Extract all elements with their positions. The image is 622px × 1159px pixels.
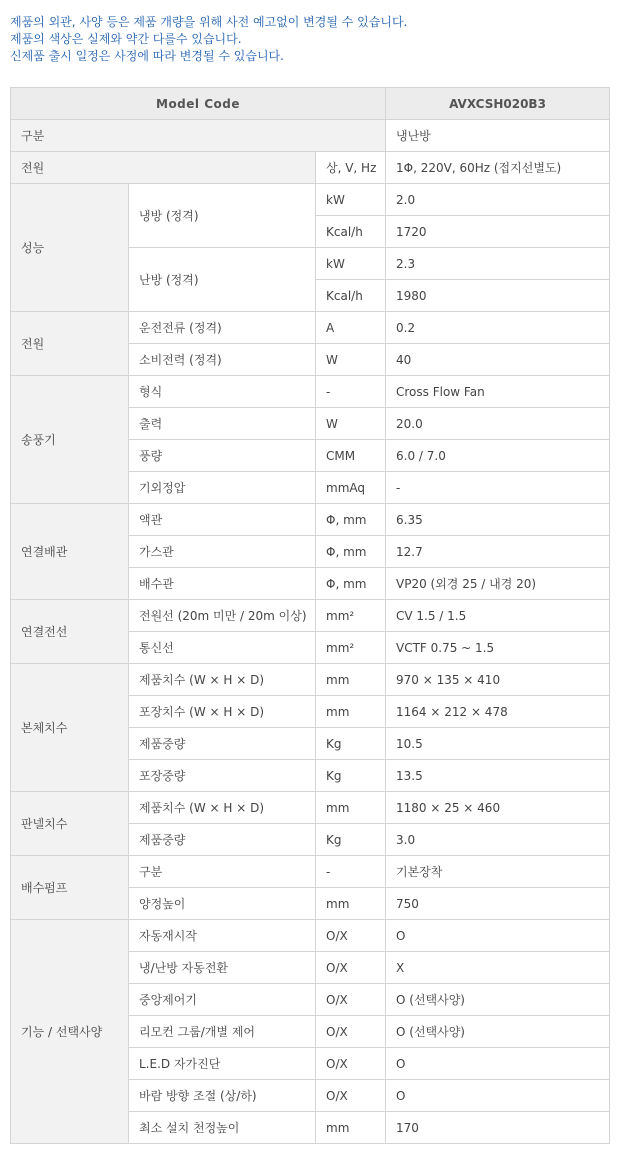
row-unit: kW bbox=[316, 184, 386, 216]
row-value: 2.3 bbox=[386, 248, 610, 280]
row-label: 최소 설치 천정높이 bbox=[129, 1112, 316, 1144]
row-value: 냉난방 bbox=[386, 120, 610, 152]
row-label: 전원 bbox=[11, 152, 316, 184]
model-code-value: AVXCSH020B3 bbox=[386, 88, 610, 120]
row-unit: Φ, mm bbox=[316, 568, 386, 600]
row-value: 1180 × 25 × 460 bbox=[386, 792, 610, 824]
group-label: 판넬치수 bbox=[11, 792, 129, 856]
notice-line: 신제품 출시 일정은 사정에 따라 변경될 수 있습니다. bbox=[10, 49, 284, 63]
row-unit: CMM bbox=[316, 440, 386, 472]
row-value: O bbox=[386, 1048, 610, 1080]
table-row bbox=[11, 664, 610, 696]
row-value: VP20 (외경 25 / 내경 20) bbox=[386, 568, 610, 600]
row-unit: mm bbox=[316, 1112, 386, 1144]
row-label: 냉방 (정격) bbox=[129, 184, 316, 248]
row-unit: mm bbox=[316, 664, 386, 696]
notice-line: 제품의 색상은 실제와 약간 다를수 있습니다. bbox=[10, 32, 242, 46]
row-unit: mm bbox=[316, 696, 386, 728]
row-value: 6.0 / 7.0 bbox=[386, 440, 610, 472]
row-label: 제품치수 (W × H × D) bbox=[129, 664, 316, 696]
row-label: 통신선 bbox=[129, 632, 316, 664]
group-label: 본체치수 bbox=[11, 664, 129, 792]
row-label: 액관 bbox=[129, 504, 316, 536]
row-value: 기본장착 bbox=[386, 856, 610, 888]
row-value: O (선택사양) bbox=[386, 1016, 610, 1048]
row-unit: Kg bbox=[316, 760, 386, 792]
row-label: 운전전류 (정격) bbox=[129, 312, 316, 344]
row-value: 3.0 bbox=[386, 824, 610, 856]
notice-text bbox=[10, 14, 407, 65]
row-unit: Φ, mm bbox=[316, 504, 386, 536]
table-row bbox=[11, 152, 610, 184]
table-row bbox=[11, 376, 610, 408]
row-value: 1164 × 212 × 478 bbox=[386, 696, 610, 728]
table-header-row bbox=[11, 88, 610, 120]
row-unit: O/X bbox=[316, 984, 386, 1016]
row-value: O bbox=[386, 1080, 610, 1112]
row-value: O bbox=[386, 920, 610, 952]
row-unit: Φ, mm bbox=[316, 536, 386, 568]
row-value: 2.0 bbox=[386, 184, 610, 216]
table-row bbox=[11, 184, 610, 216]
row-unit: O/X bbox=[316, 952, 386, 984]
row-label: 난방 (정격) bbox=[129, 248, 316, 312]
row-label: 바람 방향 조절 (상/하) bbox=[129, 1080, 316, 1112]
row-value: 10.5 bbox=[386, 728, 610, 760]
row-label: 전원선 (20m 미만 / 20m 이상) bbox=[129, 600, 316, 632]
row-label: 가스관 bbox=[129, 536, 316, 568]
table-row bbox=[11, 792, 610, 824]
row-label: 포장중량 bbox=[129, 760, 316, 792]
row-value: 1720 bbox=[386, 216, 610, 248]
row-unit: A bbox=[316, 312, 386, 344]
group-label: 연결전선 bbox=[11, 600, 129, 664]
row-unit: - bbox=[316, 856, 386, 888]
table-row bbox=[11, 856, 610, 888]
row-unit: - bbox=[316, 376, 386, 408]
row-value: 170 bbox=[386, 1112, 610, 1144]
row-value: 12.7 bbox=[386, 536, 610, 568]
row-value: CV 1.5 / 1.5 bbox=[386, 600, 610, 632]
row-label: 출력 bbox=[129, 408, 316, 440]
row-label: 제품치수 (W × H × D) bbox=[129, 792, 316, 824]
row-label: L.E.D 자가진단 bbox=[129, 1048, 316, 1080]
table-row bbox=[11, 312, 610, 344]
group-label: 배수펌프 bbox=[11, 856, 129, 920]
row-unit: mm bbox=[316, 888, 386, 920]
row-label: 소비전력 (정격) bbox=[129, 344, 316, 376]
table-row bbox=[11, 120, 610, 152]
row-value: O (선택사양) bbox=[386, 984, 610, 1016]
row-label: 제품중량 bbox=[129, 824, 316, 856]
row-unit: O/X bbox=[316, 1016, 386, 1048]
row-label: 양정높이 bbox=[129, 888, 316, 920]
row-unit: O/X bbox=[316, 920, 386, 952]
row-label: 구분 bbox=[129, 856, 316, 888]
row-value: 40 bbox=[386, 344, 610, 376]
row-value: 6.35 bbox=[386, 504, 610, 536]
row-value: VCTF 0.75 ~ 1.5 bbox=[386, 632, 610, 664]
row-unit: W bbox=[316, 408, 386, 440]
group-label: 전원 bbox=[11, 312, 129, 376]
row-value: X bbox=[386, 952, 610, 984]
notice-line: 제품의 외관, 사양 등은 제품 개량을 위해 사전 예고없이 변경될 수 있습니다. bbox=[10, 15, 408, 29]
row-value: 20.0 bbox=[386, 408, 610, 440]
row-unit: Kg bbox=[316, 824, 386, 856]
row-unit: mmAq bbox=[316, 472, 386, 504]
row-value: 1Φ, 220V, 60Hz (접지선별도) bbox=[386, 152, 610, 184]
row-label: 형식 bbox=[129, 376, 316, 408]
row-value: 750 bbox=[386, 888, 610, 920]
table-row bbox=[11, 920, 610, 952]
row-label: 기외정압 bbox=[129, 472, 316, 504]
row-label: 포장치수 (W × H × D) bbox=[129, 696, 316, 728]
row-value: 13.5 bbox=[386, 760, 610, 792]
row-unit: O/X bbox=[316, 1080, 386, 1112]
row-unit: W bbox=[316, 344, 386, 376]
row-unit: 상, V, Hz bbox=[316, 152, 386, 184]
group-label: 연결배관 bbox=[11, 504, 129, 600]
group-label: 성능 bbox=[11, 184, 129, 312]
row-value: 0.2 bbox=[386, 312, 610, 344]
row-unit: mm bbox=[316, 792, 386, 824]
row-unit: Kg bbox=[316, 728, 386, 760]
row-label: 자동재시작 bbox=[129, 920, 316, 952]
model-code-label: Model Code bbox=[11, 88, 386, 120]
row-value: 1980 bbox=[386, 280, 610, 312]
table-row bbox=[11, 504, 610, 536]
group-label: 송풍기 bbox=[11, 376, 129, 504]
row-unit: Kcal/h bbox=[316, 280, 386, 312]
group-label: 기능 / 선택사양 bbox=[11, 920, 129, 1144]
row-value: - bbox=[386, 472, 610, 504]
row-unit: mm² bbox=[316, 632, 386, 664]
row-label: 배수관 bbox=[129, 568, 316, 600]
row-label: 중앙제어기 bbox=[129, 984, 316, 1016]
row-unit: O/X bbox=[316, 1048, 386, 1080]
row-label: 냉/난방 자동전환 bbox=[129, 952, 316, 984]
spec-table bbox=[10, 87, 610, 1144]
row-unit: Kcal/h bbox=[316, 216, 386, 248]
row-label: 풍량 bbox=[129, 440, 316, 472]
row-label: 리모컨 그룹/개별 제어 bbox=[129, 1016, 316, 1048]
row-value: 970 × 135 × 410 bbox=[386, 664, 610, 696]
row-unit: mm² bbox=[316, 600, 386, 632]
row-value: Cross Flow Fan bbox=[386, 376, 610, 408]
table-row bbox=[11, 600, 610, 632]
row-label: 구분 bbox=[11, 120, 386, 152]
row-unit: kW bbox=[316, 248, 386, 280]
row-label: 제품중량 bbox=[129, 728, 316, 760]
